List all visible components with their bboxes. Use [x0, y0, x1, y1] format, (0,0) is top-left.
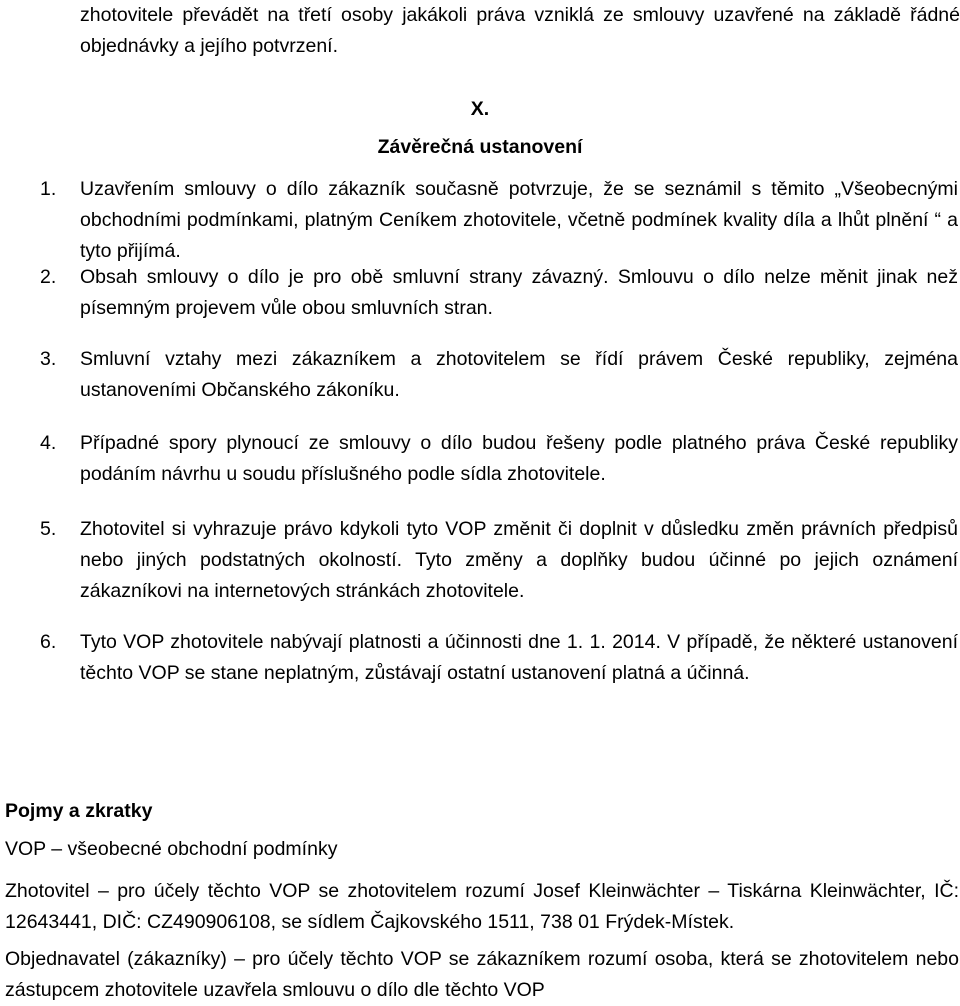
item-text: Případné spory plynoucí ze smlouvy o dílo budou řešeny podle platného práva České republiky podáním návrhu u soudu příslušného podle sídla zhotovitele.	[80, 432, 958, 485]
item-text: Tyto VOP zhotovitele nabývají platnosti a účinnosti dne 1. 1. 2014. V případě, že některé ustanovení těchto VOP se stane neplatným, zůstávají ostatní ustanovení platná a účinná.	[80, 631, 958, 684]
intro-paragraph: zhotovitele převádět na třetí osoby jakákoli práva vzniklá ze smlouvy uzavřené na základě řádné objednávky a jejího potvrzení.	[80, 4, 960, 57]
article-item-2	[40, 262, 958, 324]
item-number: 5.	[40, 518, 57, 540]
article-number: X.	[470, 98, 490, 120]
item-number: 6.	[40, 631, 57, 653]
term-zhotovitel: Zhotovitel – pro účely těchto VOP se zhotovitelem rozumí Josef Kleinwächter – Tiskárna Kleinwächter, IČ: 12643441, DIČ: CZ490906108, se sídlem Čajkovského 1511, 738 01 Frýdek-Místek.	[5, 880, 959, 933]
item-text: Zhotovitel si vyhrazuje právo kdykoli tyto VOP změnit či doplnit v důsledku změn právních předpisů nebo jiných podstatných okolností. Tyto změny a doplňky budou účinné po jejich oznámení zákazníkovi na internetových stránkách zhotovitele.	[80, 518, 958, 602]
item-number: 2.	[40, 266, 57, 288]
item-text: Smluvní vztahy mezi zákazníkem a zhotovitelem se řídí právem České republiky, zejména ustanoveními Občanského zákoníku.	[80, 348, 958, 401]
article-title: Závěrečná ustanovení	[377, 136, 583, 158]
article-item-4	[40, 428, 958, 490]
term-objednavatel: Objednavatel (zákazníky) – pro účely těchto VOP se zákazníkem rozumí osoba, která se zhotovitelem nebo zástupcem zhotovitele uzavřela smlouvu o dílo dle těchto VOP	[5, 948, 959, 1001]
article-item-5	[40, 514, 958, 607]
item-text: Uzavřením smlouvy o dílo zákazník současně potvrzuje, že se seznámil s těmito „Všeobecnými obchodními podmínkami, platným Ceníkem zhotovitele, včetně podmínek kvality díla a lhůt plnění “ a tyto přijímá.	[80, 178, 958, 262]
term-vop: VOP – všeobecné obchodní podmínky	[5, 838, 338, 860]
terms-heading: Pojmy a zkratky	[5, 800, 153, 822]
item-number: 3.	[40, 348, 57, 370]
article-item-1	[40, 174, 958, 267]
article-item-6	[40, 627, 958, 689]
item-text: Obsah smlouvy o dílo je pro obě smluvní strany závazný. Smlouvu o dílo nelze měnit jinak než písemným projevem vůle obou smluvních stran.	[80, 266, 958, 319]
item-number: 4.	[40, 432, 57, 454]
article-item-3	[40, 344, 958, 406]
item-number: 1.	[40, 178, 57, 200]
